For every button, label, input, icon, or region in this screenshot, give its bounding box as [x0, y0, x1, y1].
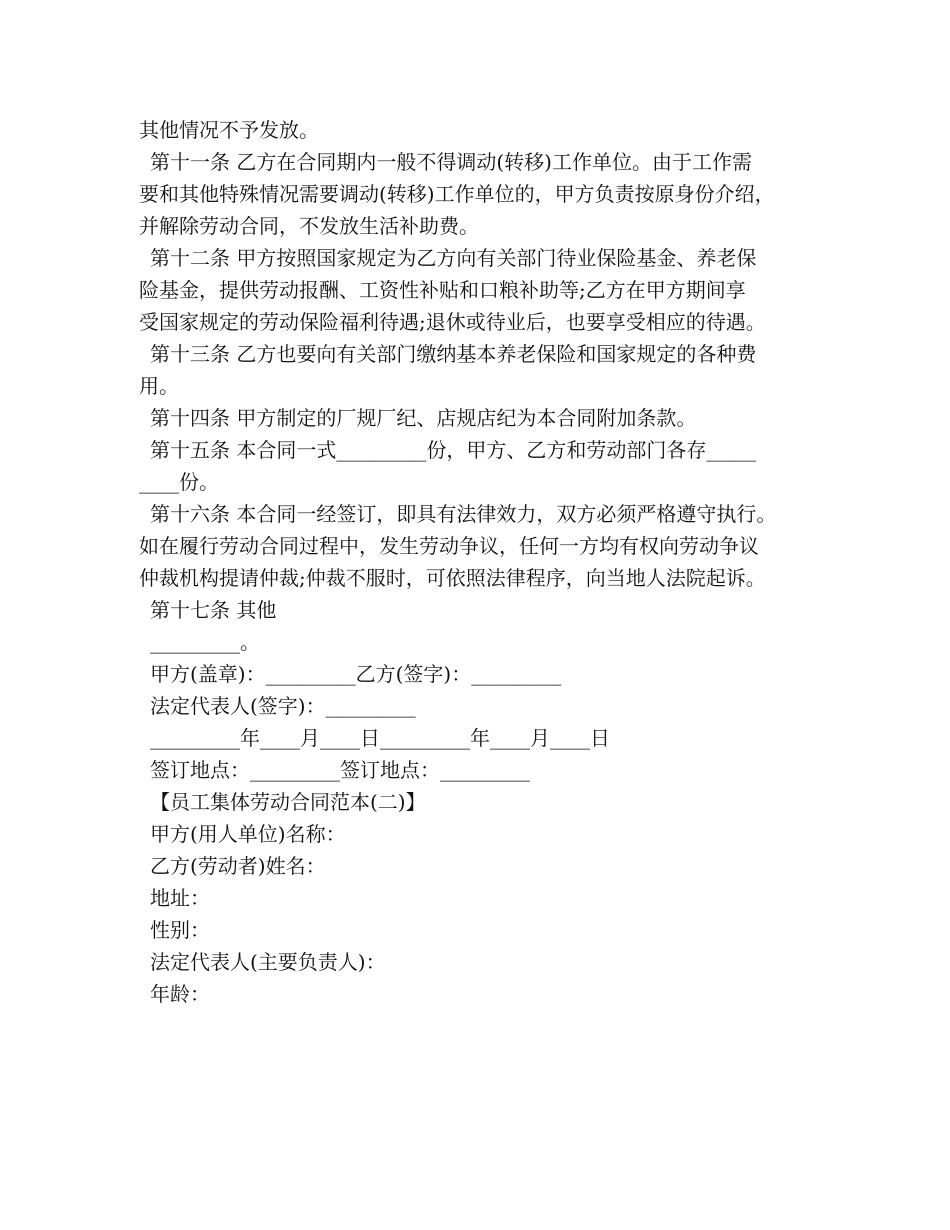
signature-line-representative: 法定代表人(签字)：_________	[150, 694, 416, 718]
text-line: 仲裁机构提请仲裁;仲裁不服时，可依照法律程序，向当地人法院起诉。	[139, 566, 766, 590]
text-line: 用。	[139, 374, 179, 398]
signing-place-line: 签订地点：_________签订地点：_________	[150, 758, 530, 782]
employee-name-field: 乙方(劳动者)姓名：	[150, 854, 326, 878]
article-16-line: 第十六条 本合同一经签订，即具有法律效力，双方必须严格遵守执行。	[150, 502, 777, 526]
blank-field-line: _________。	[150, 630, 260, 654]
article-14-line: 第十四条 甲方制定的厂规厂纪、店规店纪为本合同附加条款。	[150, 406, 697, 430]
signature-line-parties: 甲方(盖章)：_________乙方(签字)：_________	[150, 662, 562, 686]
gender-field: 性别：	[150, 918, 210, 942]
text-line: 受国家规定的劳动保险福利待遇;退休或待业后，也要享受相应的待遇。	[139, 310, 766, 334]
text-line: 其他情况不予发放。	[139, 118, 319, 142]
text-line: 并解除劳动合同，不发放生活补助费。	[139, 214, 479, 238]
text-line: 险基金，提供劳动报酬、工资性补贴和口粮补助等;乙方在甲方期间享	[139, 278, 746, 302]
document-body	[139, 114, 829, 1010]
age-field: 年龄：	[150, 982, 210, 1006]
article-12-line: 第十二条 甲方按照国家规定为乙方向有关部门待业保险基金、养老保	[150, 246, 757, 270]
date-line: _________年____月____日_________年____月____日	[150, 726, 610, 750]
section-heading: 【员工集体劳动合同范本(二)】	[150, 790, 426, 814]
text-line: 要和其他特殊情况需要调动(转移)工作单位的，甲方负责按原身份介绍，	[139, 182, 775, 206]
article-17-line: 第十七条 其他	[150, 598, 277, 622]
text-line: 如在履行劳动合同过程中，发生劳动争议，任何一方均有权向劳动争议	[139, 534, 759, 558]
text-line: ____份。	[139, 470, 219, 494]
article-11-line: 第十一条 乙方在合同期内一般不得调动(转移)工作单位。由于工作需	[150, 150, 752, 174]
address-field: 地址：	[150, 886, 210, 910]
article-15-line: 第十五条 本合同一式_________份，甲方、乙方和劳动部门各存_____	[150, 438, 757, 462]
legal-representative-field: 法定代表人(主要负责人)：	[150, 950, 386, 974]
employer-name-field: 甲方(用人单位)名称：	[150, 822, 346, 846]
article-13-line: 第十三条 乙方也要向有关部门缴纳基本养老保险和国家规定的各种费	[150, 342, 757, 366]
